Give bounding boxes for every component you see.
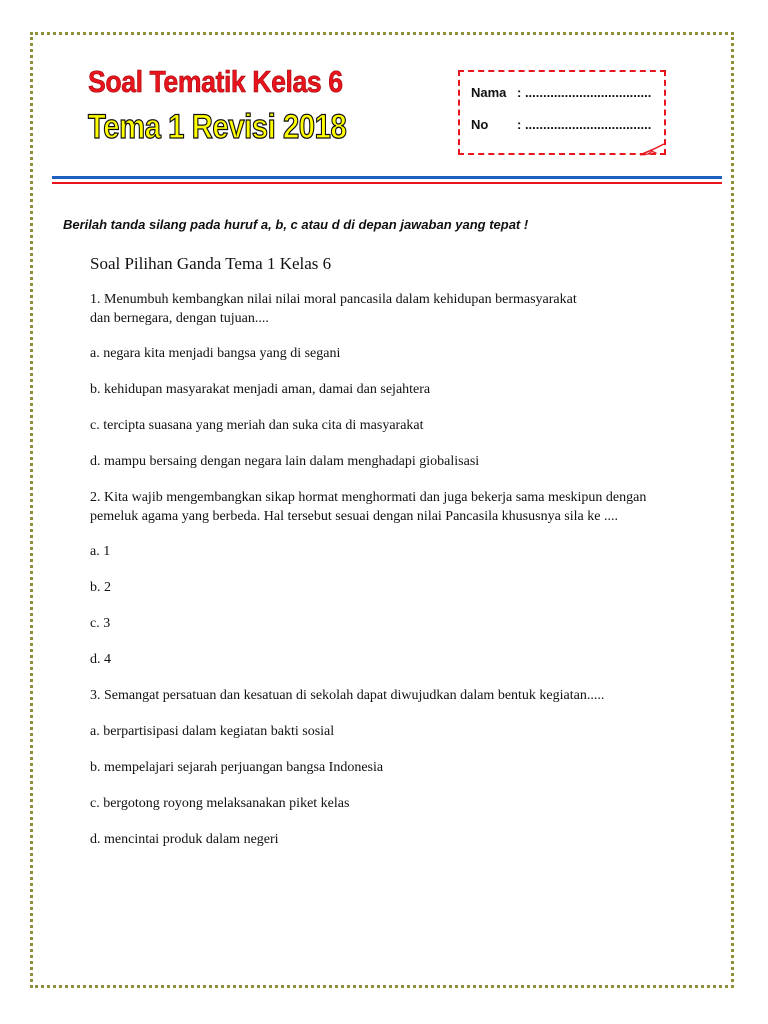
instruction-text: Berilah tanda silang pada huruf a, b, c atau d di depan jawaban yang tepat ! <box>63 217 529 232</box>
question-1-line-1: 1. Menumbuh kembangkan nilai nilai moral pancasila dalam kehidupan bermasyarakat <box>90 292 577 307</box>
question-2-option-d[interactable]: d. 4 <box>90 652 111 667</box>
number-field[interactable]: : ................................... <box>517 117 652 132</box>
name-row <box>471 85 651 100</box>
student-info-box <box>458 70 666 155</box>
question-2-option-b[interactable]: b. 2 <box>90 580 111 595</box>
number-row <box>471 117 651 132</box>
name-field[interactable]: : ................................... <box>517 85 652 100</box>
header-rule-blue <box>52 176 722 179</box>
page-curl-icon <box>638 143 666 157</box>
question-3-option-a[interactable]: a. berpartisipasi dalam kegiatan bakti sosial <box>90 724 335 739</box>
question-2-line-1: 2. Kita wajib mengembangkan sikap hormat menghormati dan juga bekerja sama meskipun dengan <box>90 490 647 505</box>
question-2-line-2: pemeluk agama yang berbeda. Hal tersebut sesuai dengan nilai Pancasila khususnya sila ke .... <box>90 509 618 524</box>
question-3-option-b[interactable]: b. mempelajari sejarah perjuangan bangsa Indonesia <box>90 760 384 775</box>
question-1-option-a[interactable]: a. negara kita menjadi bangsa yang di segani <box>90 346 341 361</box>
question-2-option-a[interactable]: a. 1 <box>90 544 111 559</box>
question-1-option-d[interactable]: d. mampu bersaing dengan negara lain dalam menghadapi giobalisasi <box>90 454 480 469</box>
number-label: No <box>471 117 489 132</box>
question-3-option-d[interactable]: d. mencintai produk dalam negeri <box>90 832 279 847</box>
question-1-line-2: dan bernegara, dengan tujuan.... <box>90 311 269 326</box>
section-title: Soal Pilihan Ganda Tema 1 Kelas 6 <box>90 254 332 273</box>
question-1-option-c[interactable]: c. tercipta suasana yang meriah dan suka cita di masyarakat <box>90 418 424 433</box>
question-1-option-b[interactable]: b. kehidupan masyarakat menjadi aman, damai dan sejahtera <box>90 382 431 397</box>
title-line-2: Tema 1 Revisi 2018 <box>88 108 347 146</box>
title-line-1: Soal Tematik Kelas 6 <box>88 64 343 99</box>
question-2-option-c[interactable]: c. 3 <box>90 616 111 631</box>
name-label: Nama <box>471 85 507 100</box>
header-rule-red <box>52 182 722 184</box>
question-3-option-c[interactable]: c. bergotong royong melaksanakan piket kelas <box>90 796 350 811</box>
question-3-line-1: 3. Semangat persatuan dan kesatuan di sekolah dapat diwujudkan dalam bentuk kegiatan..... <box>90 688 605 703</box>
